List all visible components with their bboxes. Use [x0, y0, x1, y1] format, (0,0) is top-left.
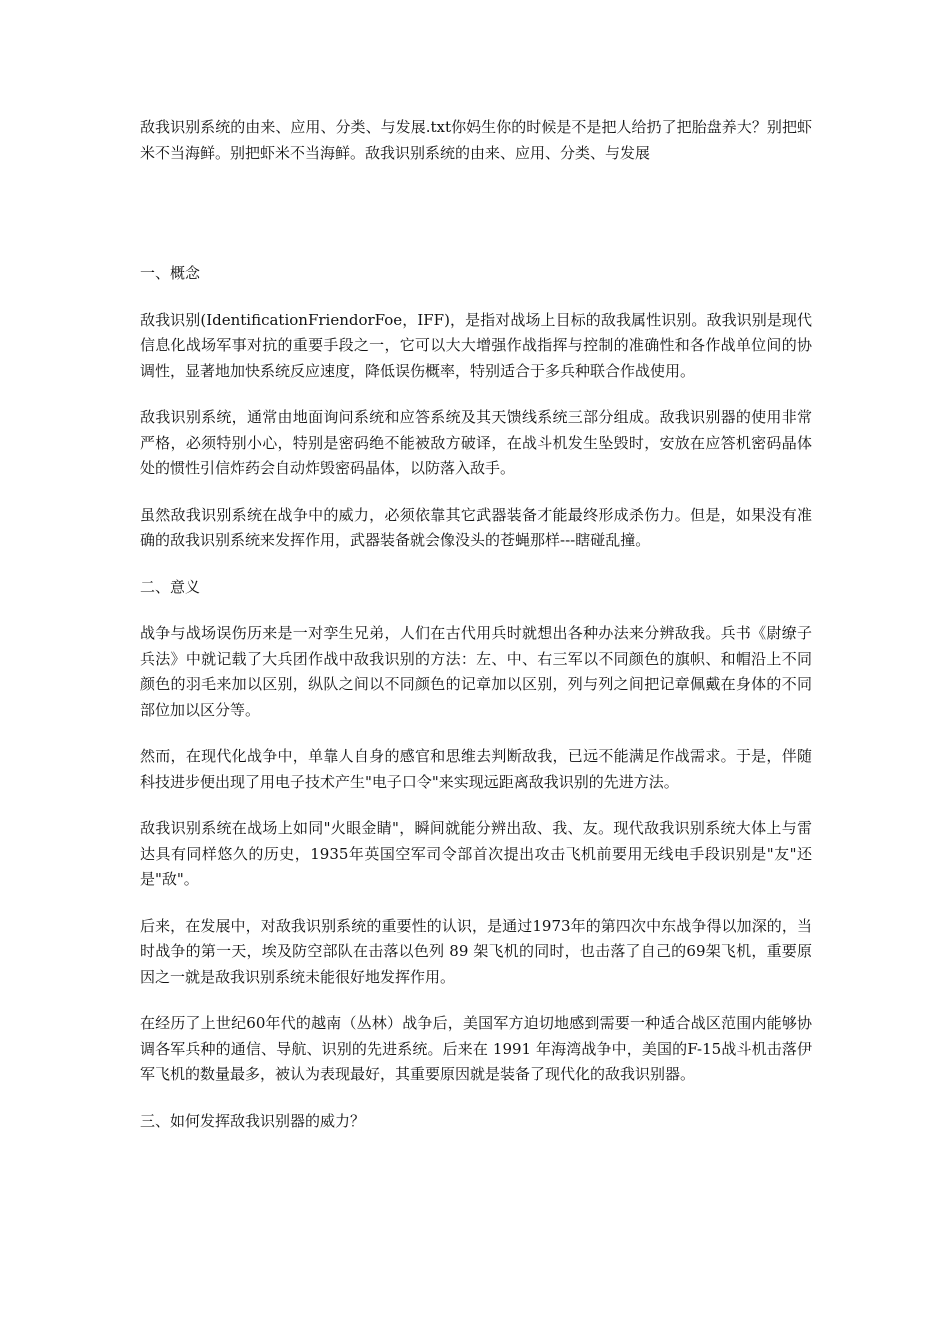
paragraph-middle-east-war: 后来，在发展中，对敌我识别系统的重要性的认识，是通过1973年的第四次中东战争得以加深的，当时战争的第一天，埃及防空部队在击落以色列 89 架飞机的同时，也击落了自己的69架飞机，重要原因之一就是敌我识别系统未能很好地发挥作用。 — [140, 916, 812, 986]
paragraph-power: 虽然敌我识别系统在战争中的威力，必须依靠其它武器装备才能最终形成杀伤力。但是，如果没有准确的敌我识别系统来发挥作用，武器装备就会像没头的苍蝇那样---瞎碰乱撞。 — [140, 505, 812, 549]
paragraph-history: 战争与战场误伤历来是一对孪生兄弟，人们在古代用兵时就想出各种办法来分辨敌我。兵书《尉缭子兵法》中就记载了大兵团作战中敌我识别的方法：左、中、右三军以不同颜色的旗帜、和帽沿上不同颜色的羽毛来加以区别，纵队之间以不同颜色的记章加以区别，列与列之间把记章佩戴在身体的不同部位加以区分等。 — [140, 624, 812, 719]
section-heading-how-to: 三、如何发挥敌我识别器的威力？ — [140, 1111, 366, 1130]
section-heading-significance: 二、意义 — [140, 577, 201, 596]
document-page — [140, 115, 812, 1155]
paragraph-radar-history: 敌我识别系统在战场上如同"火眼金睛"，瞬间就能分辨出敌、我、友。现代敌我识别系统大体上与雷达具有同样悠久的历史，1935年英国空军司令部首次提出攻击飞机前要用无线电手段识别是"友"还是"敌"。 — [140, 819, 812, 888]
intro-paragraph: 敌我识别系统的由来、应用、分类、与发展.txt你妈生你的时候是不是把人给扔了把胎盘养大？别把虾米不当海鲜。别把虾米不当海鲜。敌我识别系统的由来、应用、分类、与发展 — [140, 118, 812, 162]
paragraph-composition: 敌我识别系统，通常由地面询问系统和应答系统及其天馈线系统三部分组成。敌我识别器的使用非常严格，必须特别小心，特别是密码绝不能被敌方破译，在战斗机发生坠毁时，安放在应答机密码晶体处的惯性引信炸药会自动炸毁密码晶体，以防落入敌手。 — [140, 408, 812, 477]
section-heading-concept: 一、概念 — [140, 264, 201, 282]
paragraph-vietnam-gulf: 在经历了上世纪60年代的越南（丛林）战争后，美国军方迫切地感到需要一种适合战区范围内能够协调各军兵种的通信、导航、识别的先进系统。后来在 1991 年海湾战争中，美国的F-15战斗机击落伊军飞机的数量最多，被认为表现最好，其重要原因就是装备了现代化的敌我识别器。 — [140, 1014, 812, 1083]
paragraph-modern-war: 然而，在现代化战争中，单靠人自身的感官和思维去判断敌我，已远不能满足作战需求。于是，伴随科技进步便出现了用电子技术产生"电子口令"来实现远距离敌我识别的先进方法。 — [140, 747, 812, 791]
paragraph-definition: 敌我识别(IdentificationFriendorFoe，IFF)，是指对战场上目标的敌我属性识别。敌我识别是现代信息化战场军事对抗的重要手段之一，它可以大大增强作战指挥与控制的准确性和各作战单位间的协调性，显著地加快系统反应速度，降低误伤概率，特别适合于多兵种联合作战使用。 — [140, 310, 812, 380]
